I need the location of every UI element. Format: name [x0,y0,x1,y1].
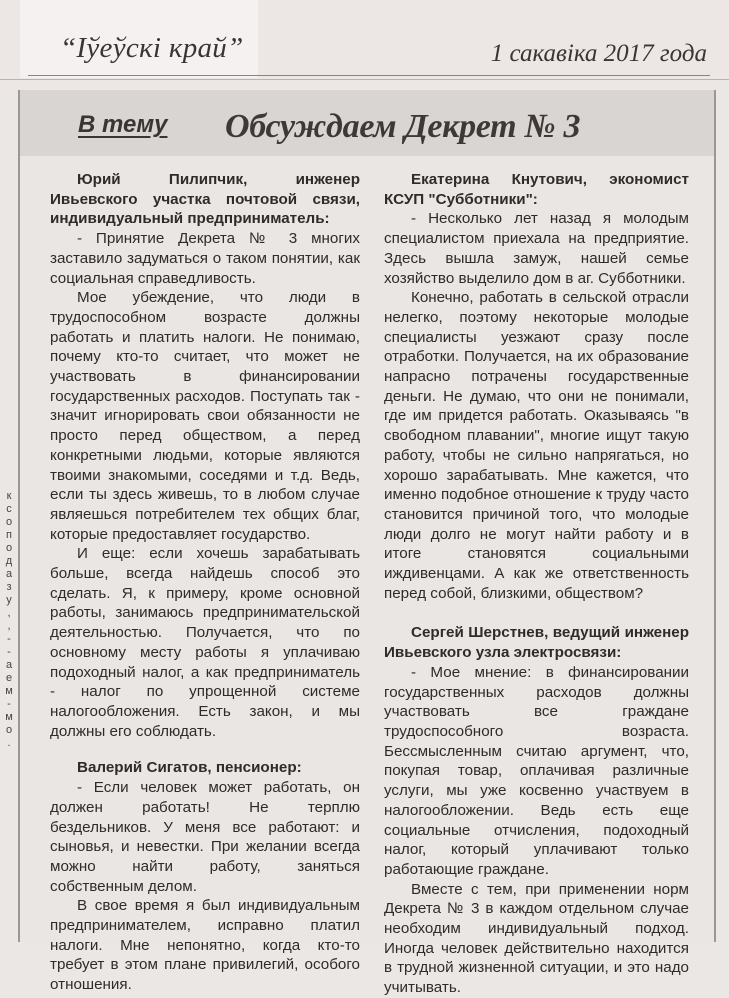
article-frame [18,90,716,997]
margin-fragment: п [6,529,12,541]
header-divider [28,75,710,76]
margin-fragment: , [7,620,11,632]
margin-fragment: о [5,542,13,554]
paragraph: Конечно, работать в сельской отрасли нелегко, поэтому некоторые молодые специалисты уезжают сразу после отработки. Получается, на их образование напрасно потрачены государственные деньги. Не думаю, что они не понимали, где им придется работать. Оказываясь "в свободном плавании", многие ищут такую работу, чтобы не сильно напрягаться, но хорошо зарабатывать. Мне кажется, что именно подобное отношение к труду часто становится причиной того, что молодые люди долго не могут найти работу и в итоге становятся социальными иждивенцами. А как же ответственность перед собой, близкими, обществом? [384,289,689,602]
issue-date: 1 сакавіка 2017 года [490,40,707,67]
paragraph: - Принятие Декрета № 3 многих заставило задуматься о таком понятии, как социальная справедливость. [50,230,360,287]
margin-fragment: - [7,646,11,658]
spacer [50,741,360,758]
margin-fragment: д [5,555,13,567]
column-left [50,170,360,995]
interview [50,170,360,741]
newspaper-name: “Іўеўскі край” [60,32,244,64]
spacer [384,603,689,623]
header-divider-secondary [0,79,729,80]
paragraph: - Если человек может работать, он должен работать! Не терплю бездельников. У меня все работают: и сыновья, и невестки. При желании всегда можно найти работу, заняться собственным делом. [50,779,360,895]
paragraph: - Несколько лет назад я молодым специалистом приехала на предприятие. Здесь вышла замуж, нашей семье хозяйство выделило дом в аг. Субботники. [384,210,689,287]
margin-fragment: о [5,724,13,736]
paragraph: И еще: если хочешь зарабатывать больше, всегда найдешь способ это сделать. Я, к примеру, кроме основной работы, занимаюсь предпринимательской деятельностью. Получается, что по основному месту работы я уплачиваю подоходный налог, а как предприниматель - налог по упрощенной системе налогообложения. Есть закон, и мы должны его соблюдать. [50,545,360,740]
margin-fragment: с [6,503,12,515]
margin-fragment: а [5,568,13,580]
interviewee-name: Сергей Шерстнев, ведущий инженер Ивьевского узла электросвязи: [384,624,689,662]
interview [384,170,689,603]
interview [50,758,360,994]
margin-fragment: м [5,685,13,697]
margin-fragment: е [5,672,13,684]
paragraph: В свое время я был индивидуальным предпринимателем, исправно платил налоги. Мне непонятно, когда кто-то требует в этом плане привилегий, особого отношения. [50,897,360,994]
margin-fragment: - [7,633,11,645]
margin-fragment: о [5,516,13,528]
margin-fragment: м [5,711,13,723]
interviewee-name: Валерий Сигатов, пенсионер: [77,759,302,777]
margin-fragment: у [6,594,12,606]
interviewee-name: Юрий Пилипчик, инженер Ивьевского участка почтовой связи, индивидуальный предприниматель: [50,171,360,228]
article-headline: Обсуждаем Декрет № 3 [225,108,581,145]
paragraph: - Мое мнение: в финансировании государственных расходов должны участвовать все граждане трудоспособного возраста. Бессмысленным считаю аргумент, что, покупая товар, оплачивая различные услуги, мы уже косвенно участвуем в налогообложении. Ведь есть еще социальные отчисления, подоходный налог, который уплачивают только работающие граждане. [384,663,689,878]
margin-fragment: з [6,581,12,593]
margin-fragment: , [7,607,11,619]
interview [384,623,689,997]
margin-fragment: к [6,490,12,502]
column-right [384,170,689,998]
paragraph: Вместе с тем, при применении норм Декрета № 3 в каждом отдельном случае необходим индивидуальный подход. Иногда человек действительно находится в трудной жизненной ситуации, и это надо учитывать. [384,880,689,997]
adjacent-article-fragment [0,90,18,960]
interviewee-name: Екатерина Кнутович, экономист КСУП "Субботники": [384,171,689,208]
margin-fragment: - [7,698,11,710]
paragraph: Мое убеждение, что люди в трудоспособном возрасте должны работать и платить налоги. Не понимаю, почему кто-то считает, что может не участвовать в финансировании государственных расходов. Поступать так - значит игнорировать свои обязанности не просто перед обществом, а перед конкретными людьми, которые являются твоими знакомыми, соседями и т.д. Ведь, если ты здесь живешь, то в любом случае являешься потребителем тех общих благ, которые предоставляет государство. [50,289,360,543]
margin-fragment: а [5,659,13,671]
margin-fragment: . [7,737,11,749]
rubric-label: В тему [78,111,168,138]
